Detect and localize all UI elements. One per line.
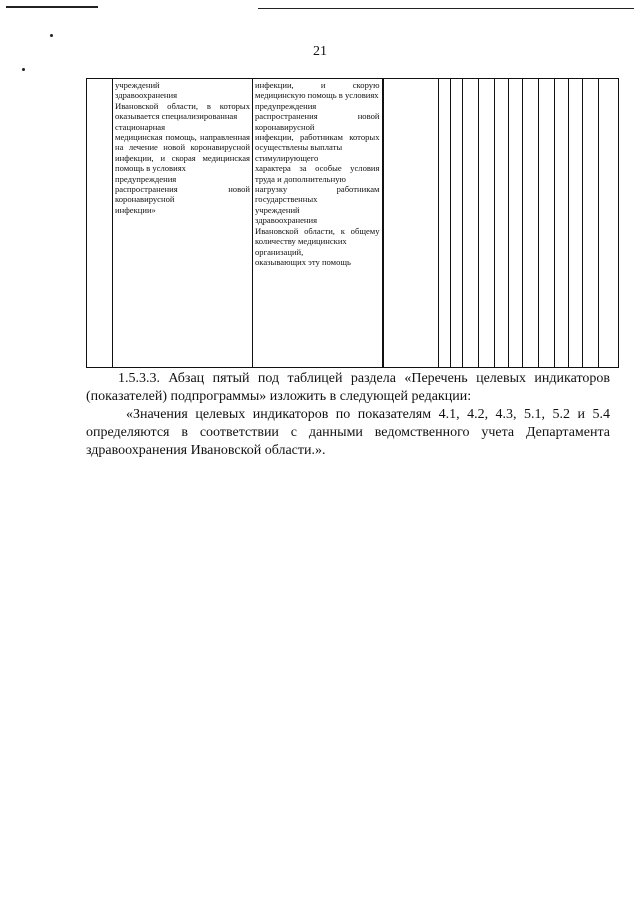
table-cell-number [87,79,113,368]
table-cell-value [479,79,495,368]
table-cell-value [569,79,583,368]
table-cell-value [463,79,479,368]
amendment-paragraph-2: «Значения целевых индикаторов по показателям 4.1, 4.2, 4.3, 5.1, 5.2 и 5.4 определяются в соответствии с данными ведомственного учета Департамента здравоохранения Ивановской области.». [86,407,610,458]
table-cell-value [509,79,523,368]
table-cell-value [583,79,599,368]
scan-speck [50,34,53,37]
table-cell-value [539,79,555,368]
scan-artifact-top-left [6,6,98,8]
table-cell-value [555,79,569,368]
table-row [87,79,619,368]
page-number: 21 [313,44,327,59]
scan-artifact-top-right [258,8,634,9]
table-cell-unit [383,79,439,368]
table-cell-value [495,79,509,368]
indicator-table-continuation [86,78,619,368]
table-cell-value [451,79,463,368]
table-cell-value [439,79,451,368]
scan-speck [22,68,25,71]
indicator-name-text: учреждений здравоохранения Ивановской области, в которых оказывается специализированная стационарная медицинская помощь, направленная на лечение новой коронавирусной инфекции, и скорая медицинская помощь в условиях предупреждения распространения новой коронавирусной инфекции» [115,80,250,215]
table-cell-indicator-definition [253,79,383,368]
amendment-paragraph-1: 1.5.3.3. Абзац пятый под таблицей раздела «Перечень целевых индикаторов (показателей) подпрограммы» изложить в следующей редакции: [86,371,610,404]
table-cell-value [523,79,539,368]
table-cell-value [599,79,619,368]
indicator-definition-text: инфекции, и скорую медицинскую помощь в условиях предупреждения распространения новой коронавирусной инфекции, работникам которых осуществлены выплаты стимулирующего характера за особые условия труда и дополнительную нагрузку работникам государственных учреждений здравоохранения Ивановской области, к общему количеству медицинских организаций, оказывающих эту помощь [255,80,380,267]
table-cell-indicator-name [113,79,253,368]
